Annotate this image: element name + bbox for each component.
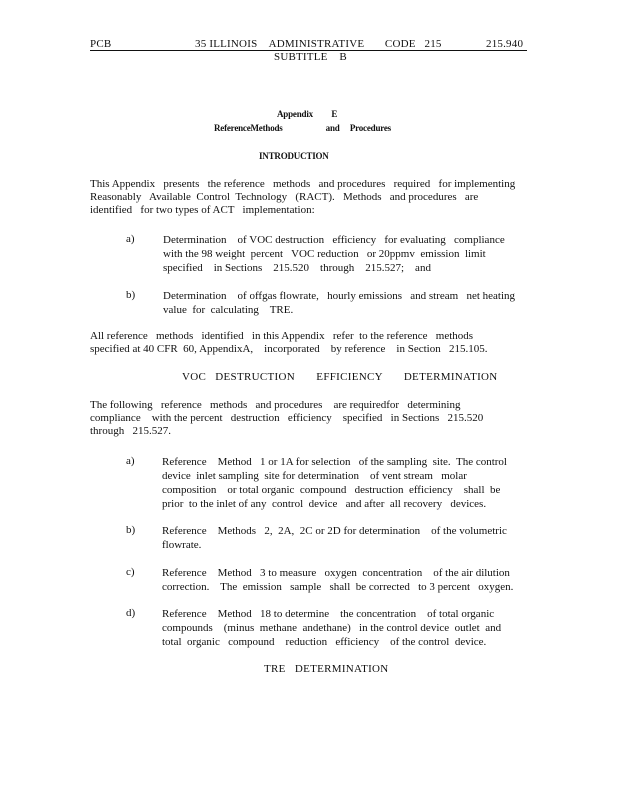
tre-heading: TRE DETERMINATION — [264, 663, 389, 675]
voc-item-d-label: d) — [126, 607, 136, 619]
voc-item-a-label: a) — [126, 455, 135, 467]
appendix-subtitle: ReferenceMethods and Procedures — [214, 123, 391, 133]
header-left: PCB — [90, 38, 112, 50]
appendix-title: Appendix E — [277, 109, 338, 119]
intro-item-a-text: Determination of VOC destruction efficiency for evaluating compliance with the 98 weight percent VOC reduction or 20ppmv emission limit specified in Sections 215.520 through 215.527; and — [163, 234, 508, 274]
header-right: 215.940 — [486, 38, 524, 50]
introduction-heading: INTRODUCTION — [259, 151, 329, 161]
voc-item-c-text: Reference Method 3 to measure oxygen concentration of the air dilution correction. The emission sample shall be corrected to 3 percent oxygen. — [162, 567, 514, 593]
intro-item-b-label: b) — [126, 289, 136, 301]
intro-item-a-label: a) — [126, 233, 135, 245]
voc-item-d-text: Reference Method 18 to determine the concentration of total organic compounds (minus methane andethane) in the control device outlet and total organic compound reduction efficiency of the control device. — [162, 608, 504, 648]
voc-item-b-text: Reference Methods 2, 2A, 2C or 2D for determination of the volumetric flowrate. — [162, 525, 510, 551]
voc-heading: VOC DESTRUCTION EFFICIENCY DETERMINATION — [182, 371, 498, 383]
voc-item-c-label: c) — [126, 566, 135, 578]
intro-item-b-text: Determination of offgas flowrate, hourly emissions and stream net heating value for calculating TRE. — [163, 290, 518, 316]
introduction-paragraph: This Appendix presents the reference methods and procedures required for implementing Reasonably Available Control Technology (RACT). Methods and procedures are identified for two types of ACT implementation: — [90, 178, 518, 216]
voc-item-b-label: b) — [126, 524, 136, 536]
introduction-closing: All reference methods identified in this Appendix refer to the reference methods specified at 40 CFR 60, AppendixA, incorporated by reference in Section 215.105. — [90, 330, 488, 355]
voc-paragraph: The following reference methods and procedures are requiredfor determining compliance with the percent destruction efficiency specified in Sections 215.520 through 215.527. — [90, 399, 489, 437]
header-subtitle: SUBTITLE B — [274, 51, 347, 63]
voc-item-a-text: Reference Method 1 or 1A for selection of the sampling site. The control device inlet sampling site for determination of vent stream molar composition or total organic compound destruction efficiency shall be prior to the inlet of any control device and after all recovery devices. — [162, 456, 510, 510]
header-center: 35 ILLINOIS ADMINISTRATIVE CODE 215 — [195, 38, 442, 50]
